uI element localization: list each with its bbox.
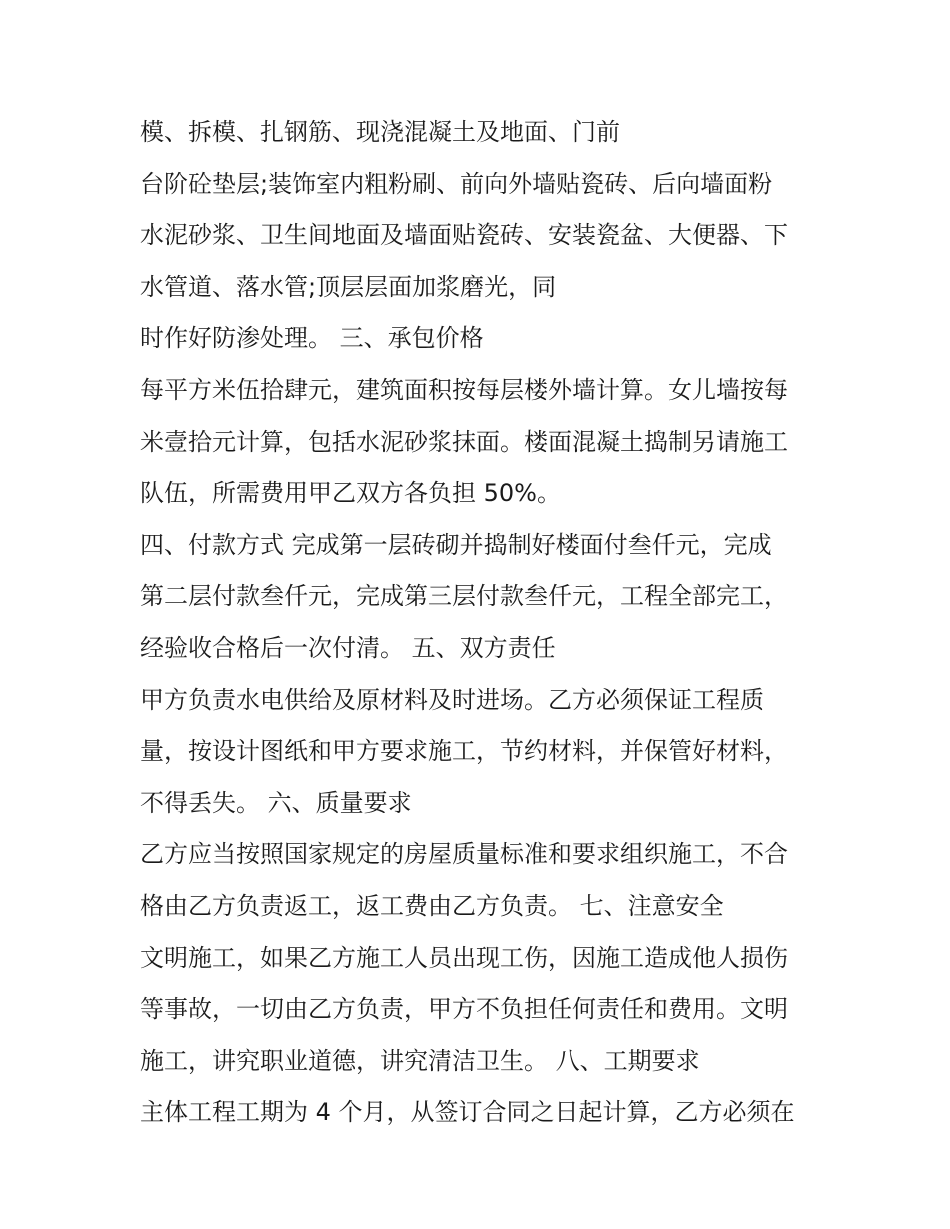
text-line: 施工，讲究职业道德，讲究清洁卫生。 八、工期要求	[140, 1046, 700, 1075]
text-line: 乙方应当按照国家规定的房屋质量标准和要求组织施工，不合	[140, 840, 788, 869]
text-line: 每平方米伍拾肆元，建筑面积按每层楼外墙计算。女儿墙按每	[140, 375, 788, 404]
text-line: 队伍，所需费用甲乙双方各负担 50%。	[140, 479, 561, 508]
text-line: 甲方负责水电供给及原材料及时进场。乙方必须保证工程质	[140, 685, 764, 714]
text-line: 第二层付款叁仟元，完成第三层付款叁仟元，工程全部完工，	[140, 582, 788, 611]
text-line: 四、付款方式 完成第一层砖砌并捣制好楼面付叁仟元，完成	[140, 530, 772, 559]
text-line: 水泥砂浆、卫生间地面及墙面贴瓷砖、安装瓷盆、大便器、下	[140, 221, 788, 250]
text-line: 模、拆模、扎钢筋、现浇混凝土及地面、门前	[140, 118, 620, 146]
text-line: 格由乙方负责返工，返工费由乙方负责。 七、注意安全	[140, 891, 724, 920]
text-line: 经验收合格后一次付清。 五、双方责任	[140, 633, 556, 662]
contract-body-text	[140, 107, 840, 1139]
text-line: 主体工程工期为 4 个月，从签订合同之日起计算，乙方必须在	[140, 1098, 795, 1127]
text-line: 量，按设计图纸和甲方要求施工，节约材料，并保管好材料，	[140, 737, 788, 766]
text-line: 台阶砼垫层;装饰室内粗粉刷、前向外墙贴瓷砖、后向墙面粉	[140, 169, 773, 198]
text-line: 文明施工，如果乙方施工人员出现工伤，因施工造成他人损伤	[140, 943, 788, 972]
text-line: 等事故，一切由乙方负责，甲方不负担任何责任和费用。文明	[140, 995, 788, 1024]
text-line: 时作好防渗处理。 三、承包价格	[140, 324, 484, 353]
text-line: 米壹拾元计算，包括水泥砂浆抹面。楼面混凝土捣制另请施工	[140, 427, 788, 456]
text-line: 水管道、落水管;顶层层面加浆磨光，同	[140, 272, 557, 301]
text-line: 不得丢失。 六、质量要求	[140, 788, 412, 817]
